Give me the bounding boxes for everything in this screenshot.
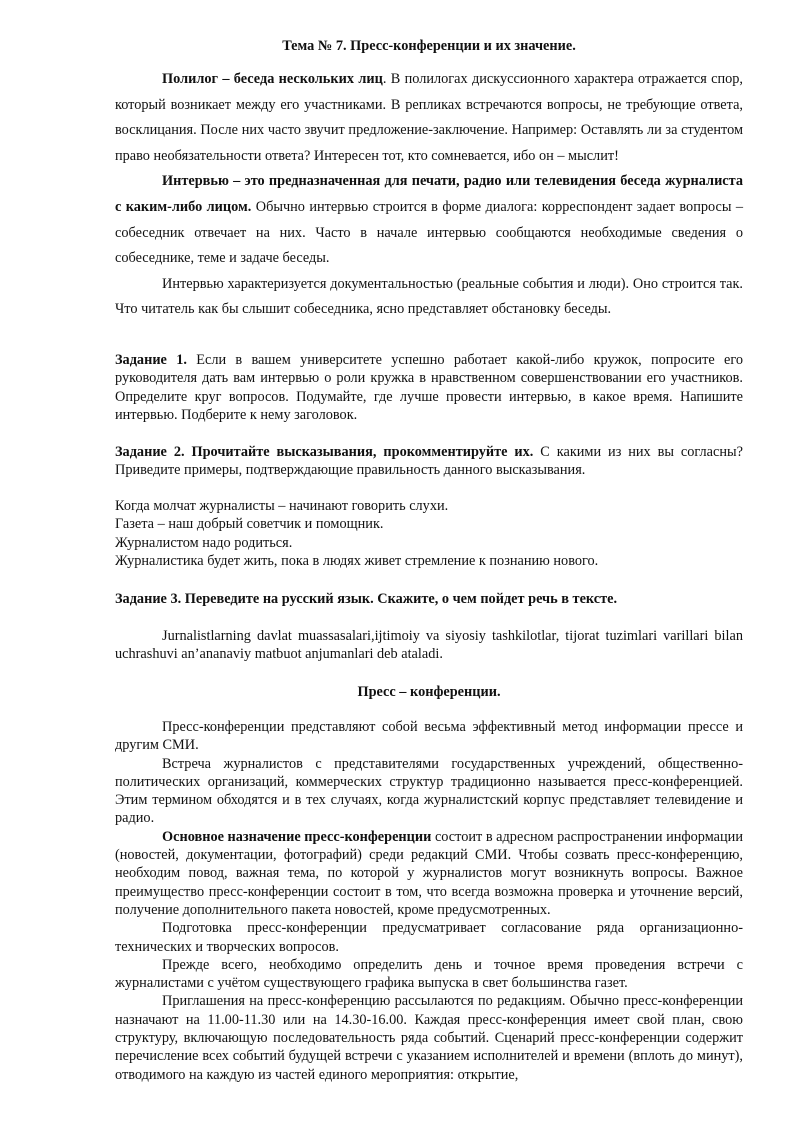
intro-section bbox=[115, 67, 743, 323]
press-paragraph-3 bbox=[115, 828, 743, 919]
polylog-term: Полилог – беседа нескольких лиц bbox=[162, 71, 383, 87]
task-3 bbox=[115, 590, 743, 608]
task-3-label: Задание 3. Переведите на русский язык. Скажите, о чем пойдет речь в тексте. bbox=[115, 591, 618, 607]
task-2 bbox=[115, 443, 743, 480]
paragraph-polylog bbox=[115, 67, 743, 169]
press-paragraph-6: Приглашения на пресс-конференцию рассылаются по редакциям. Обычно пресс-конференции назначают на 11.00-11.30 или на 14.30-16.00. Каждая пресс-конференция имеет свой план, свою структуру, включающую последовательность ряда событий. Сценарий пресс-конференции содержит перечисление всех событий будущей встречи с указанием исполнителей и времени (вплоть до минут), отводимого на каждую из частей единого мероприятия: открытие, bbox=[115, 993, 743, 1083]
task-2-text: С какими из них вы согласны? Приведите примеры, подтверждающие правильность данного высказывания. bbox=[115, 444, 743, 479]
uzbek-text: Jurnalistlarning davlat muassasalari,ijtimoiy va siyosiy tashkilotlar, tijorat tuzimlari varillari bilan uchrashuvi an’ananaviy matbuot anjumanlari deb ataladi. bbox=[115, 628, 743, 663]
press-paragraph-5: Прежде всего, необходимо определить день и точное время проведения встречи с журналистами с учётом существующего графика выпуска в свет большинства газет. bbox=[115, 956, 743, 992]
task-2-label: Задание 2. Прочитайте высказывания, прокомментируйте их. bbox=[115, 444, 534, 460]
interview-term: Интервью – это предназначенная для печати, радио или телевидения беседа журналиста с каким-либо лицом. bbox=[115, 173, 743, 215]
quote-item: Журналистом надо родиться. bbox=[115, 534, 293, 551]
quotes-list bbox=[115, 497, 743, 570]
paragraph-interview bbox=[115, 169, 743, 271]
press-paragraph-4: Подготовка пресс-конференции предусматривает согласование ряда организационно-технических и творческих вопросов. bbox=[115, 920, 743, 955]
press-paragraph-1: Пресс-конференции представляют собой весьма эффективный метод информации прессе и другим СМИ. bbox=[115, 719, 743, 754]
paragraph-interview-features: Интервью характеризуется документальностью (реальные события и люди). Оно строится так. Что читатель как бы слышит собеседника, ясно представляет обстановку беседы. bbox=[115, 275, 743, 318]
quote-item: Когда молчат журналисты – начинают говорить слухи. bbox=[115, 498, 449, 514]
press-conference-section bbox=[115, 718, 743, 1084]
polylog-text: . В полилогах дискуссионного характера отражается спор, который возникает между его участниками. В репликах встречаются вопросы, не требующие ответа, восклицания. После них часто звучит предложение-заключение. Например: Оставлять ли за студентом право необязательности ответа? Интересен тот, кто сомневается, ибо он – мыслит! bbox=[115, 71, 743, 164]
press-paragraph-2: Встреча журналистов с представителями государственных учреждений, общественно-политических организаций, коммерческих структур традиционно называется пресс-конференцией. Этим термином обходятся и в тех случаях, когда журналистский корпус представляет телевидение и радио. bbox=[115, 755, 743, 827]
interview-text: Обычно интервью строится в форме диалога: корреспондент задает вопросы – собеседник отвечает на них. Часто в начале интервью сообщаются необходимые сведения о собеседнике, теме и задаче беседы. bbox=[115, 198, 743, 267]
task-1 bbox=[115, 351, 743, 424]
press-main-purpose-term: Основное назначение пресс-конференции bbox=[162, 828, 432, 845]
page-title: Тема № 7. Пресс-конференции и их значение. bbox=[282, 38, 576, 54]
quote-item: Газета – наш добрый советчик и помощник. bbox=[115, 516, 384, 533]
press-paragraph-3-text: состоит в адресном распространении информации (новостей, документации, фотографий) среди редакций СМИ. Чтобы созвать пресс-конференцию, необходим повод, важная тема, по которой у журналистов могут возникнуть вопросы. Важное преимущество пресс-конференции состоит в том, что всегда возможна проверка и уточнение версий, получение дополнительного пакета новостей, кроме предусмотренных. bbox=[115, 828, 743, 918]
quote-item: Журналистика будет жить, пока в людях живет стремление к познанию нового. bbox=[115, 552, 599, 569]
task-1-label: Задание 1. bbox=[115, 352, 187, 368]
section-subtitle: Пресс – конференции. bbox=[357, 684, 501, 700]
task-1-text: Если в вашем университете успешно работает какой-либо кружок, попросите его руководителя дать вам интервью о роли кружка в нравственном совершенствовании его участников. Определите круг вопросов. Подумайте, где лучше провести интервью, в какое время. Напишите интервью. Подберите к нему заголовок. bbox=[115, 352, 743, 423]
uzbek-text-block bbox=[115, 627, 743, 664]
